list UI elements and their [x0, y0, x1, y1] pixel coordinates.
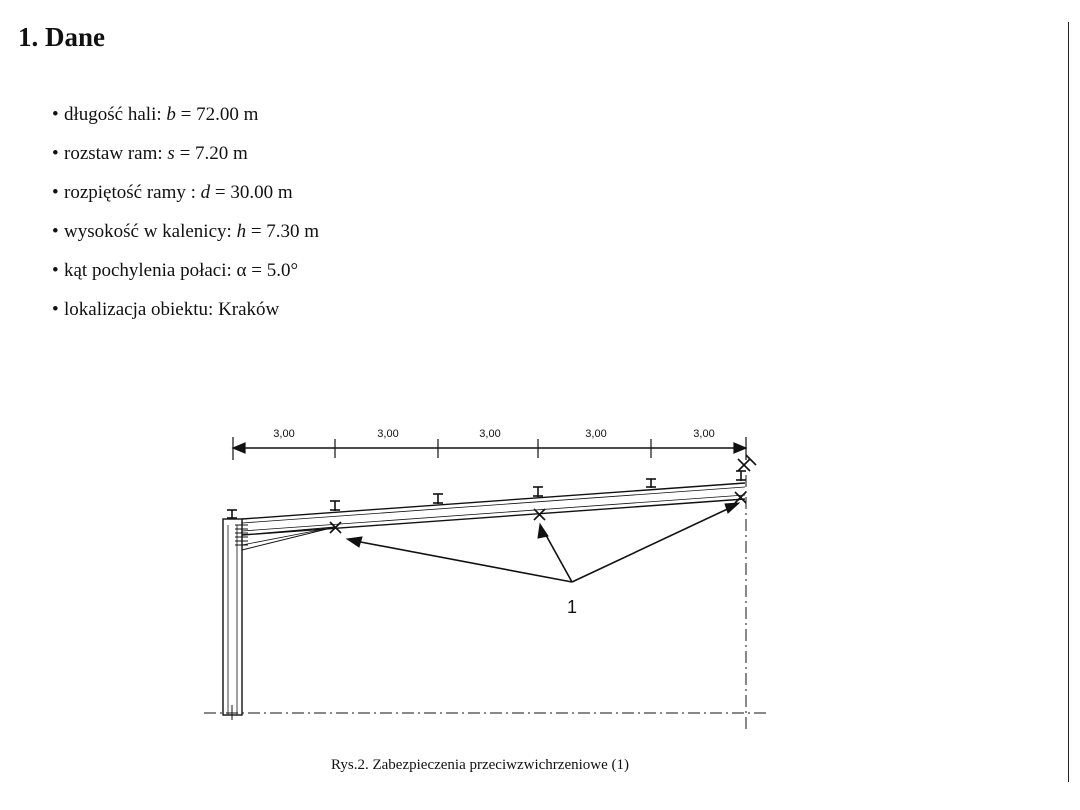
callout-arrow — [350, 540, 572, 582]
param-ridge-height: • wysokość w kalenicy: h = 7.30 m — [52, 221, 320, 242]
dimension-label: 3,00 — [585, 428, 607, 440]
purlin — [646, 479, 656, 488]
purlin — [533, 487, 543, 497]
purlin — [330, 501, 340, 511]
bracing-mark — [735, 492, 746, 503]
dimension-label: 3,00 — [693, 428, 715, 440]
callout-arrow — [572, 505, 736, 582]
figure-caption: Rys.2. Zabezpieczenia przeciwzwichrzeniowe (1) — [331, 757, 629, 773]
purlin — [736, 471, 746, 481]
param-location: • lokalizacja obiektu: Kraków — [52, 299, 280, 320]
haunch-line — [242, 528, 330, 545]
dimension-arrow-left — [233, 443, 245, 453]
column — [223, 519, 242, 715]
haunch — [242, 527, 335, 550]
page-border-line — [1068, 22, 1069, 782]
dimension-label: 3,00 — [377, 428, 399, 440]
callout-label: 1 — [566, 597, 578, 617]
frame-bracing-drawing — [190, 415, 790, 745]
purlin — [433, 494, 443, 504]
dimension-arrow-right — [734, 443, 746, 453]
rafter-bottom-flange — [242, 499, 745, 535]
ridge-mark — [738, 455, 756, 471]
design-parameters-list — [52, 100, 319, 334]
param-frame-spacing: • rozstaw ram: s = 7.20 m — [52, 143, 248, 164]
param-hall-length: • długość hali: b = 72.00 m — [52, 104, 259, 125]
param-roof-slope: • kąt pochylenia połaci: α = 5.0° — [52, 260, 299, 281]
purlin — [227, 510, 237, 519]
dimension-label: 3,00 — [273, 428, 295, 440]
section-heading: 1. Dane — [18, 22, 105, 52]
param-frame-span: • rozpiętość ramy : d = 30.00 m — [52, 182, 293, 203]
dimension-label: 3,00 — [479, 428, 501, 440]
rafter-top-flange — [242, 483, 745, 519]
